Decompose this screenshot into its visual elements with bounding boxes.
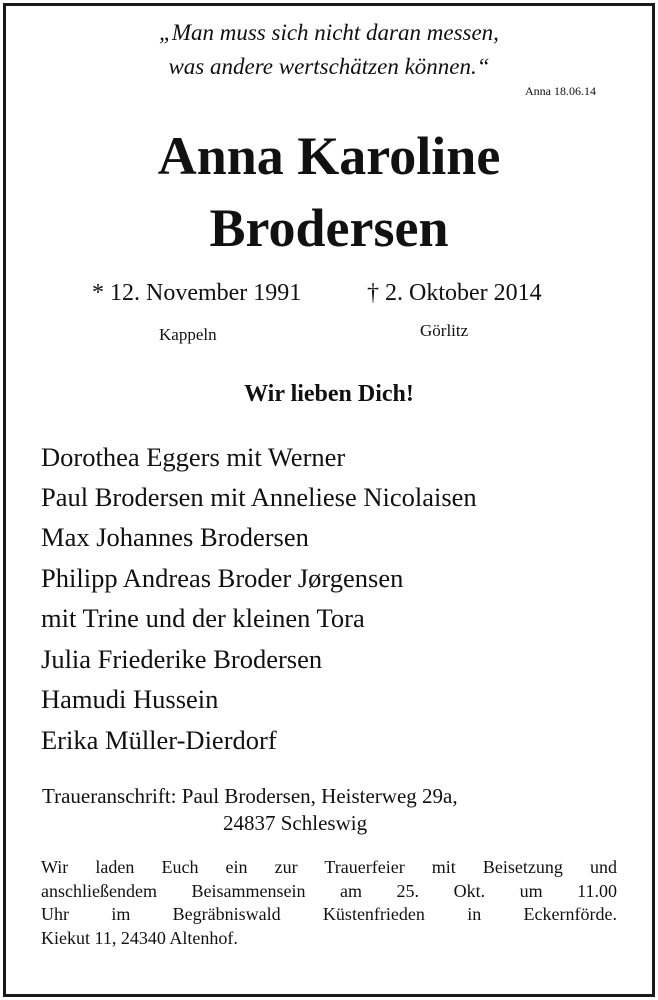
- mourner-line: Paul Brodersen mit Anneliese Nicolaisen: [41, 482, 477, 512]
- mourner-line: Erika Müller-Dierdorf: [41, 725, 277, 755]
- quote-line-1: „Man muss sich nicht daran messen,: [159, 20, 499, 45]
- birth-place: Kappeln: [159, 325, 217, 344]
- quote-line-2: was andere wertschätzen können.“: [168, 54, 490, 79]
- invitation-line: Uhr im Begräbniswald Küstenfrieden in Eckernförde.: [41, 904, 617, 924]
- invitation-line: Wir laden Euch ein zur Trauerfeier mit Beisetzung und: [41, 857, 617, 877]
- death-date: † 2. Oktober 2014: [367, 280, 542, 306]
- mourner-line: Max Johannes Brodersen: [41, 522, 309, 552]
- mourner-line: Hamudi Hussein: [41, 684, 219, 714]
- mourner-line: Dorothea Eggers mit Werner: [41, 442, 346, 472]
- mourning-address-line-2: 24837 Schleswig: [223, 811, 368, 835]
- birth-date: * 12. November 1991: [92, 280, 302, 306]
- invitation-text: [41, 856, 617, 950]
- deceased-surname: Brodersen: [209, 198, 449, 258]
- invitation-line: anschließendem Beisammensein am 25. Okt. um 11.00: [41, 880, 617, 901]
- mourning-address-line-1: Traueranschrift: Paul Brodersen, Heisterweg 29a,: [42, 784, 458, 808]
- death-place: Görlitz: [420, 321, 469, 340]
- deceased-first-names: Anna Karoline: [157, 126, 501, 186]
- motto: Wir lieben Dich!: [244, 381, 414, 407]
- mourner-line: Philipp Andreas Broder Jørgensen: [41, 563, 404, 593]
- mourner-line: mit Trine und der kleinen Tora: [41, 603, 365, 633]
- mourner-line: Julia Friederike Brodersen: [41, 644, 323, 674]
- invitation-line: Kiekut 11, 24340 Altenhof.: [41, 927, 238, 948]
- quote-source: Anna 18.06.14: [525, 84, 596, 98]
